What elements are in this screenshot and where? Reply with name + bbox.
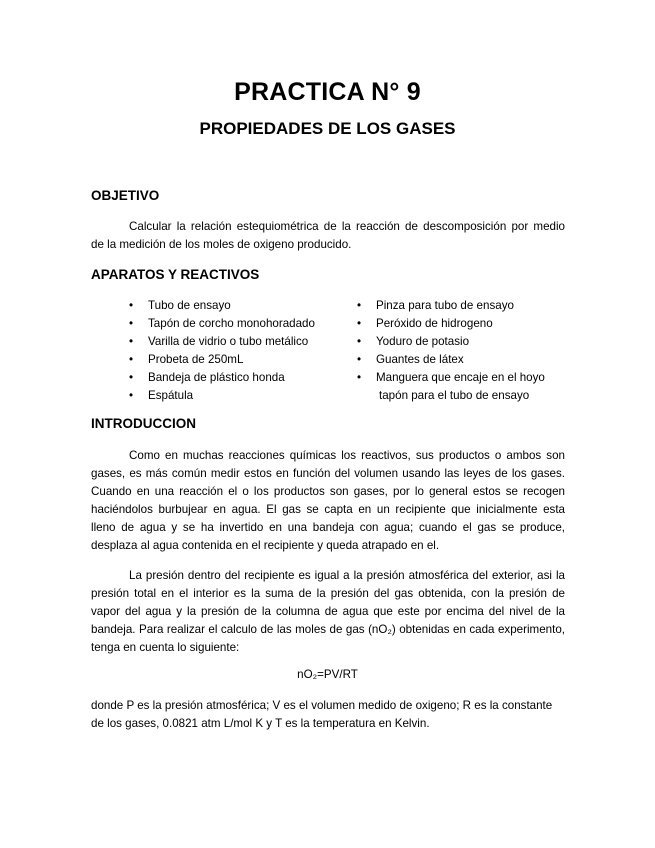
list-item: • Guantes de látex — [357, 351, 545, 369]
bullet-icon: • — [129, 371, 134, 384]
list-item: • Pinza para tubo de ensayo — [357, 297, 545, 315]
bullet-icon: • — [129, 353, 134, 366]
objetivo-heading: OBJETIVO — [91, 188, 160, 203]
list-item: • Probeta de 250mL — [129, 351, 315, 369]
formula: nO₂=PV/RT — [297, 668, 358, 681]
bullet-icon: • — [357, 353, 362, 366]
text-line: de los gases, 0.0821 atm L/mol K y T es la temperatura en Kelvin. — [91, 717, 430, 730]
text-line: Calcular la relación estequiométrica de la reacción de descomposición por medio — [129, 220, 565, 233]
introduccion-heading: INTRODUCCION — [91, 416, 196, 431]
list-item: • Tapón de corcho monohoradado — [129, 315, 315, 333]
text-line: La presión dentro del recipiente es igual a la presión atmosférica del exterior, asi la — [129, 569, 565, 582]
introduccion-paragraph-2 — [91, 567, 565, 657]
introduccion-paragraph-3 — [91, 697, 565, 733]
aparatos-heading: APARATOS Y REACTIVOS — [91, 267, 260, 282]
text-line: vapor del agua y la presión de la columna de agua que este por encima del nivel de la — [91, 605, 565, 618]
list-item: • Espátula — [129, 387, 315, 405]
bullet-icon: • — [357, 299, 362, 312]
page-subtitle: PROPIEDADES DE LOS GASES — [199, 119, 456, 138]
bullet-icon: • — [129, 335, 134, 348]
text-line: gases, es más común medir estos en función del volumen usando las leyes de los gases. — [91, 467, 565, 480]
bullet-icon: • — [357, 335, 362, 348]
text-line: haciéndolos burbujear en agua. El gas se capta en un recipiente que inicialmente esta — [91, 503, 565, 516]
list-item: • Tubo de ensayo — [129, 297, 315, 315]
introduccion-paragraph-1 — [91, 447, 565, 555]
aparatos-list-right — [357, 297, 545, 405]
list-item: • Peróxido de hidrogeno — [357, 315, 545, 333]
text-line: lleno de agua y se ha invertido en una bandeja con agua; cuando el gas se produce, — [91, 521, 565, 534]
bullet-icon: • — [129, 389, 134, 402]
list-item: • Yoduro de potasio — [357, 333, 545, 351]
objetivo-paragraph — [91, 218, 565, 254]
text-line: tenga en cuenta lo siguiente: — [91, 641, 240, 654]
bullet-icon: • — [129, 299, 134, 312]
list-item: • Bandeja de plástico honda — [129, 369, 315, 387]
bullet-icon: • — [357, 317, 362, 330]
list-item: • Varilla de vidrio o tubo metálico — [129, 333, 315, 351]
list-item: • Manguera que encaje en el hoyo — [357, 369, 545, 387]
text-line: donde P es la presión atmosférica; V es el volumen medido de oxigeno; R es la constante — [91, 699, 553, 712]
text-line: de la medición de los moles de oxigeno producido. — [91, 238, 352, 251]
text-line: bandeja. Para realizar el calculo de las moles de gas (nO₂) obtenidas en cada experimento, — [91, 623, 565, 636]
list-item-continuation: tapón para el tubo de ensayo — [379, 389, 530, 402]
aparatos-list-left — [129, 297, 315, 405]
bullet-icon: • — [357, 371, 362, 384]
bullet-icon: • — [129, 317, 134, 330]
text-line: Como en muchas reacciones químicas los reactivos, sus productos o ambos son — [129, 449, 565, 462]
text-line: presión total en el interior es la suma de la presión del gas obtenida, con la presión de — [91, 587, 565, 600]
page-title: PRACTICA N° 9 — [234, 78, 421, 106]
text-line: desplaza al agua contenida en el recipiente y queda atrapado en el. — [91, 539, 440, 552]
text-line: Cuando en una reacción el o los productos son gases, por lo general estos se recogen — [91, 485, 565, 498]
